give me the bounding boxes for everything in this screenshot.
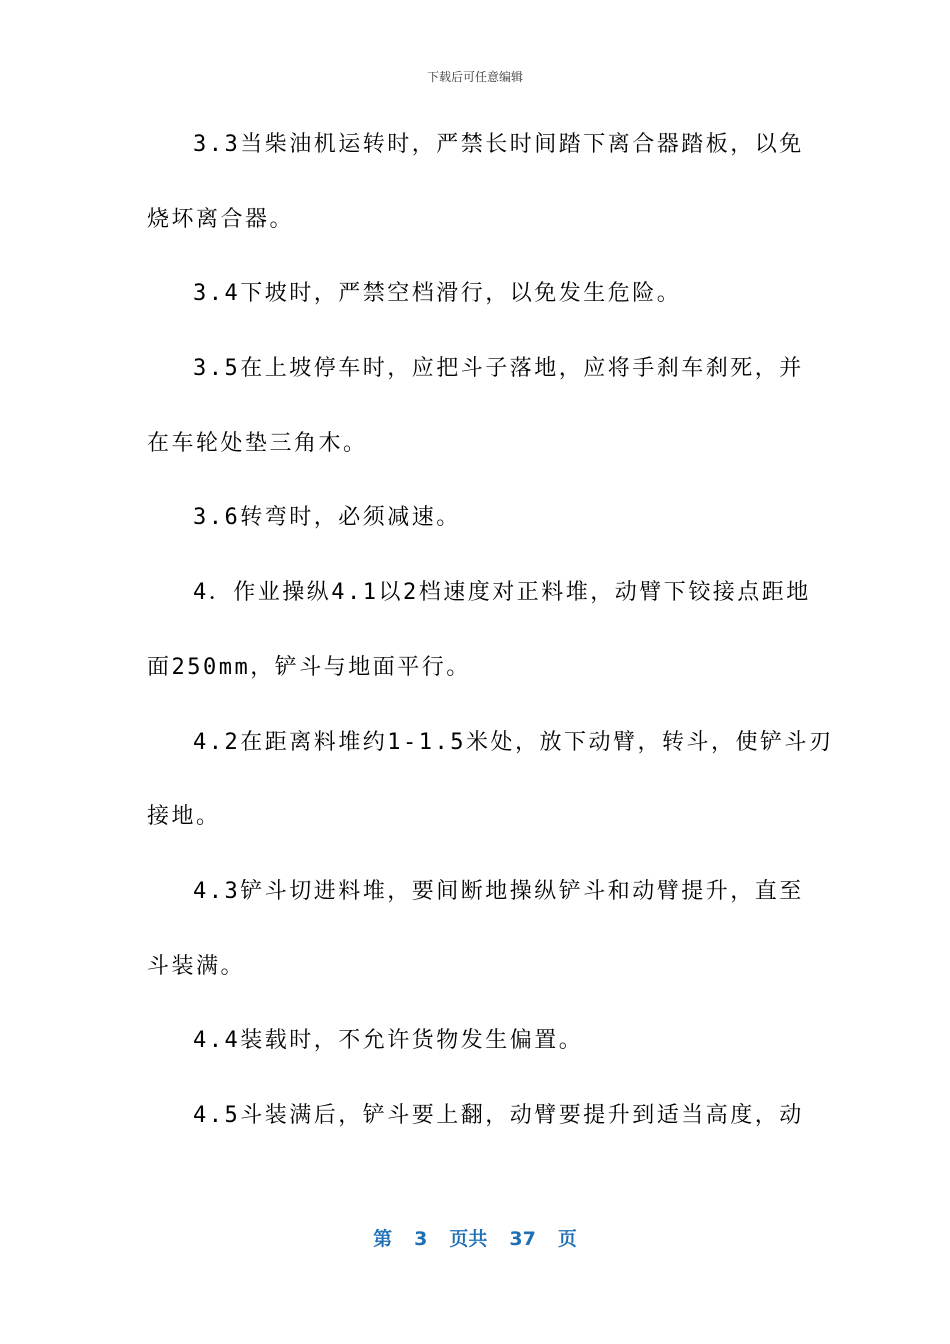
- footer-suffix: 页: [557, 1228, 577, 1250]
- document-body: [147, 120, 834, 1166]
- text-line: 4.2在距离料堆约1-1.5米处，放下动臂，转斗，使铲斗刃: [193, 729, 834, 755]
- page-footer: [0, 1224, 950, 1251]
- text-line: 面250mm，铲斗与地面平行。: [147, 654, 471, 680]
- text-line: 4.5斗装满后，铲斗要上翻，动臂要提升到适当高度，动: [193, 1102, 804, 1128]
- text-line: 4．作业操纵4.1以2档速度对正料堆，动臂下铰接点距地: [193, 580, 811, 606]
- text-line: 4.4装载时，不允许货物发生偏置。: [193, 1028, 584, 1054]
- text-line: 烧坏离合器。: [147, 206, 295, 232]
- footer-prefix: 第: [373, 1228, 393, 1250]
- footer-middle: 页共: [449, 1228, 488, 1250]
- text-line: 斗装满。: [147, 953, 246, 979]
- text-line: 3.6转弯时，必须减速。: [193, 505, 461, 531]
- text-line: 在车轮处垫三角木。: [147, 430, 368, 456]
- footer-total-pages: 37: [509, 1228, 536, 1250]
- footer-page-number: 3: [414, 1228, 428, 1250]
- text-line: 3.3当柴油机运转时，严禁长时间踏下离合器踏板，以免: [193, 132, 804, 157]
- text-line: 3.5在上坡停车时，应把斗子落地，应将手刹车刹死，并: [193, 356, 804, 382]
- page-header-note: 下载后可任意编辑: [426, 70, 523, 84]
- text-line: 3.4下坡时，严禁空档滑行，以免发生危险。: [193, 281, 682, 307]
- text-line: 接地。: [147, 804, 221, 830]
- text-line: 4.3铲斗切进料堆，要间断地操纵铲斗和动臂提升，直至: [193, 878, 804, 904]
